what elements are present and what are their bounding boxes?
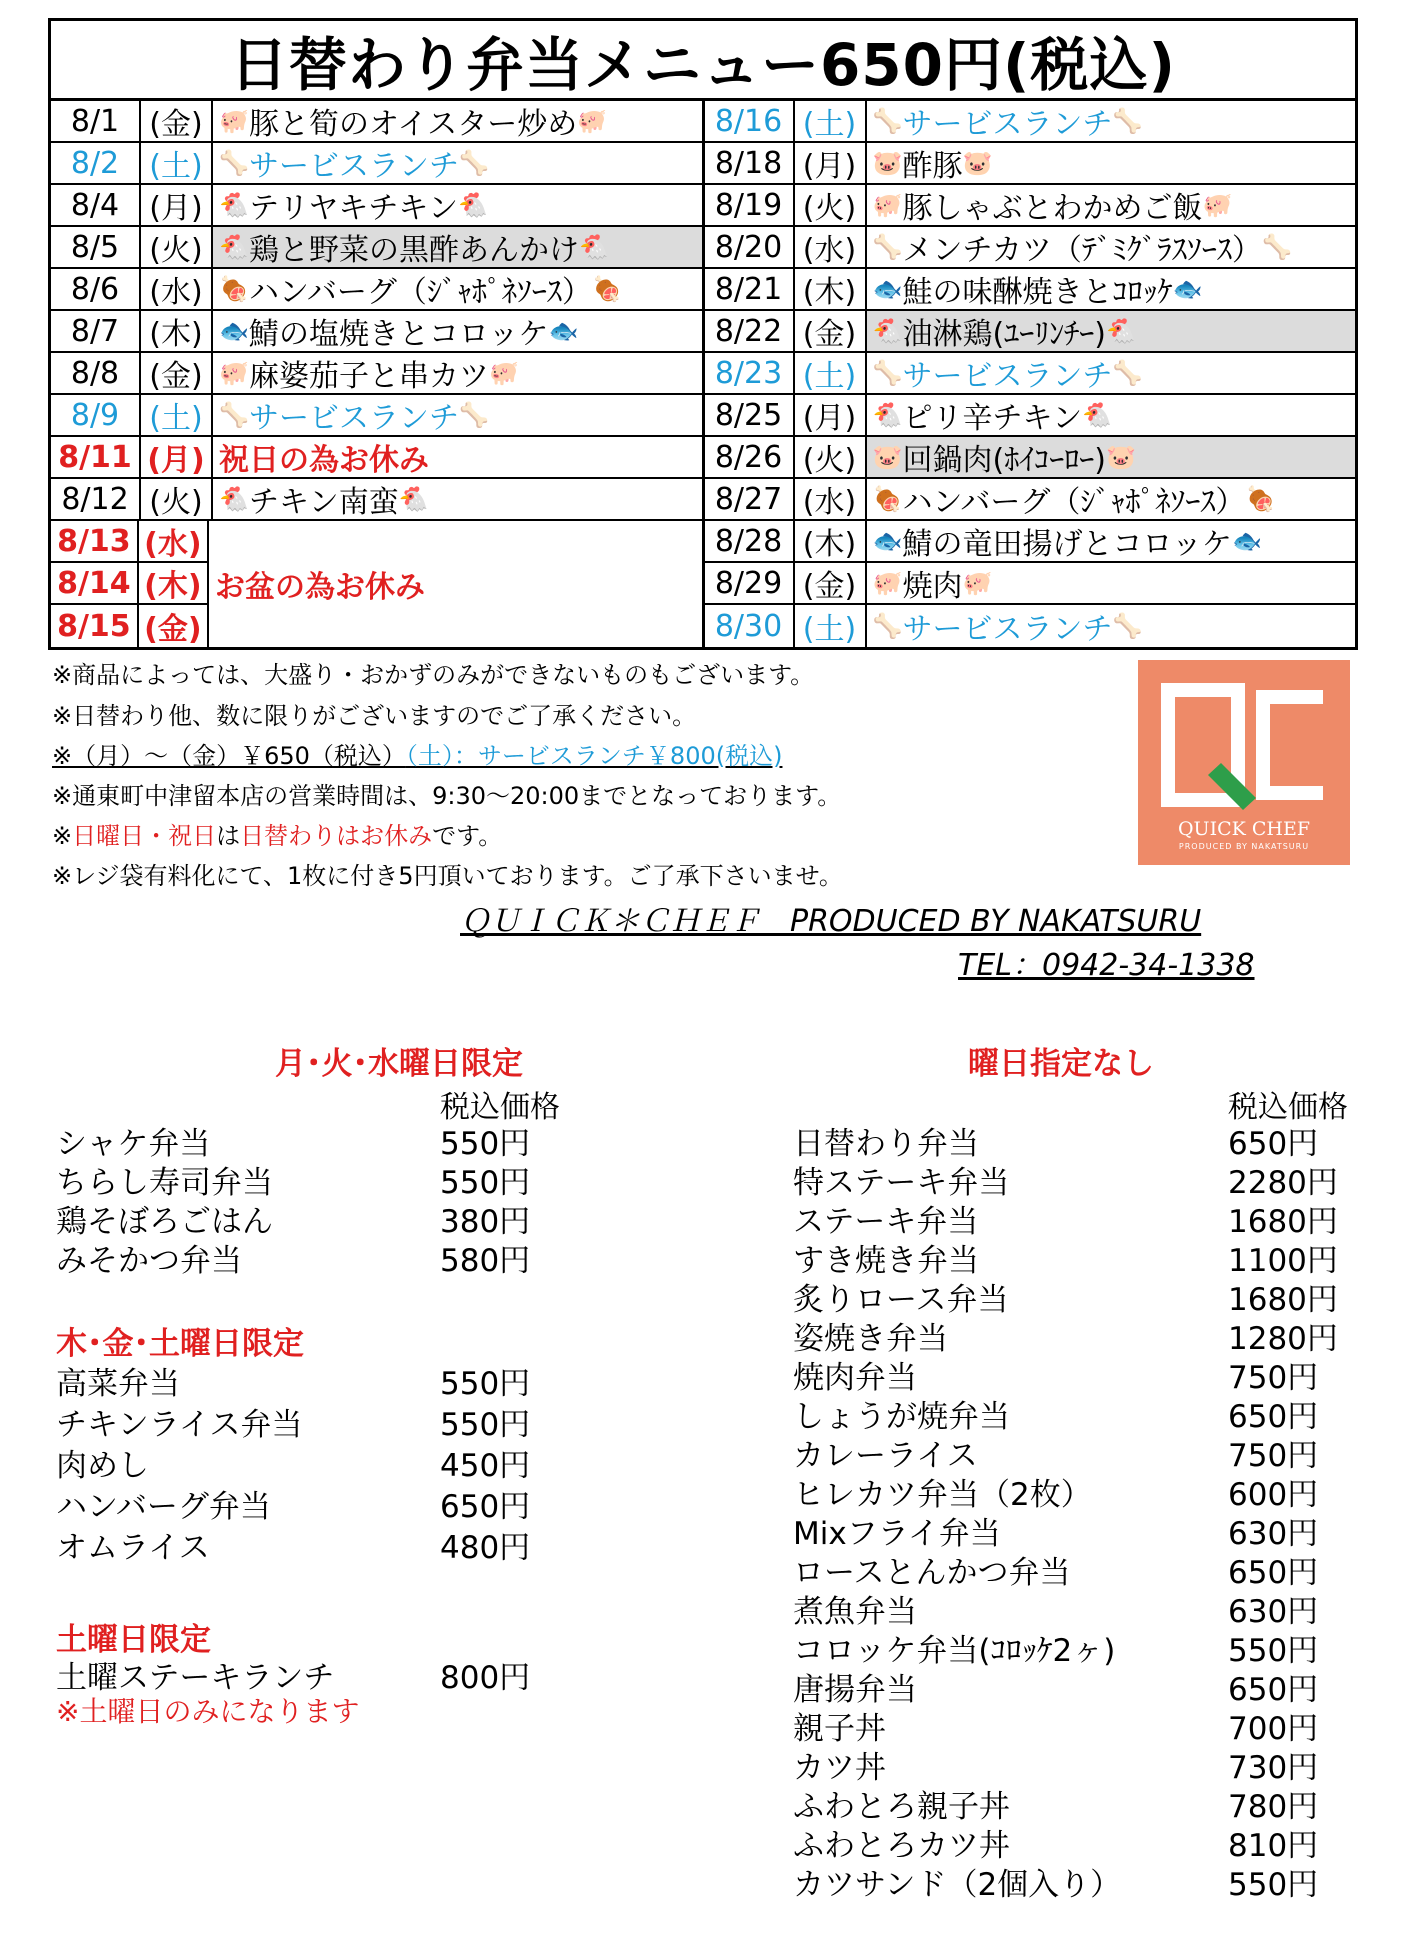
right-row: [705, 563, 1356, 605]
weekday-cell: (火): [795, 185, 867, 225]
date-cell: 8/20: [705, 227, 795, 267]
any-day-title: 曜日指定なし: [968, 1046, 1154, 1082]
note-5: [52, 816, 502, 851]
menu-item-name: すき焼き弁当: [793, 1243, 979, 1279]
menu-item-name: チキンライス弁当: [56, 1407, 303, 1443]
bone-icon: 🦴: [872, 612, 903, 640]
mon-wed-title: 月･火･水曜日限定: [275, 1046, 523, 1082]
menu-item-name: ちらし寿司弁当: [56, 1165, 273, 1201]
note-5-days: 日曜日・祝日: [72, 822, 217, 850]
date-cell: 8/4: [51, 185, 141, 225]
menu-item-price: 1100円: [1228, 1243, 1338, 1279]
dish-name: サービスランチ: [902, 107, 1113, 141]
note-5-particle: は: [216, 822, 241, 850]
menu-item-price: 730円: [1228, 1750, 1319, 1786]
note-4: ※通東町中津留本店の営業時間は、9:30～20:00までとなっております。: [52, 782, 842, 810]
menu-item-price: 2280円: [1228, 1165, 1338, 1201]
date-cell: 8/8: [51, 353, 141, 393]
dish-name: 鮭の味醂焼きとｺﾛｯｹ: [902, 275, 1173, 309]
menu-item-name: Mixフライ弁当: [793, 1516, 1001, 1552]
dish-cell: [867, 521, 1356, 561]
left-row: [51, 353, 702, 395]
dish-name: サービスランチ: [249, 401, 459, 435]
menu-item-name: オムライス: [56, 1530, 210, 1566]
menu-item-name: シャケ弁当: [56, 1126, 211, 1162]
fish-icon: 🐟: [1231, 527, 1262, 555]
dish-name: サービスランチ: [902, 359, 1113, 393]
menu-item-name: しょうが焼弁当: [793, 1399, 1010, 1435]
dish-name: 豚しゃぶとわかめご飯: [902, 191, 1203, 225]
weekday-cell: (金): [141, 353, 213, 393]
left-row: [51, 437, 702, 479]
date-cell: 8/7: [51, 311, 141, 351]
daily-menu-table: [48, 18, 1358, 650]
chicken-icon: 🐔: [458, 191, 489, 219]
dish-name: 鯖の塩焼きとコロッケ: [249, 317, 549, 351]
thu-sat-title: 木･金･土曜日限定: [56, 1326, 304, 1362]
note-5-mark: ※: [52, 822, 73, 850]
note-1: ※商品によっては、大盛り・おかずのみができないものもございます。: [52, 661, 815, 689]
right-row: [705, 101, 1356, 143]
menu-item-price: 750円: [1228, 1360, 1319, 1396]
note-3-saturday-price: （土）：サービスランチ￥800(税込): [405, 742, 783, 770]
menu-item-price: 550円: [440, 1165, 531, 1201]
date-cell: 8/6: [51, 269, 141, 309]
weekday-cell: (木): [795, 521, 867, 561]
dish-cell: [867, 227, 1356, 267]
menu-item-price: 650円: [1228, 1126, 1319, 1162]
logo-name: QUICK CHEF: [1177, 818, 1311, 840]
dish-cell: [867, 437, 1356, 477]
note-3-weekday-price: ※（月）～（金）￥650（税込）: [52, 742, 406, 770]
pig-icon: 🐖: [577, 107, 608, 135]
dish-cell: [213, 353, 702, 393]
dish-name: テリヤキチキン: [249, 191, 459, 225]
dish-name: ハンバーグ（ｼﾞｬﾎﾟﾈｿｰｽ）: [902, 485, 1246, 519]
weekday-cell: (木): [141, 311, 213, 351]
dish-name: ハンバーグ（ｼﾞｬﾎﾟﾈｿｰｽ）: [249, 275, 592, 309]
pig-icon: 🐖: [219, 107, 249, 135]
bone-icon: 🦴: [872, 107, 903, 135]
dish-cell: [867, 479, 1356, 519]
pig-face-icon: 🐷: [872, 149, 903, 177]
dish-cell: [867, 101, 1356, 141]
right-row: [705, 269, 1356, 311]
note-5-end: です。: [432, 822, 503, 850]
date-cell: 8/14: [51, 563, 139, 603]
right-row: [705, 185, 1356, 227]
pig-icon: 🐖: [872, 191, 903, 219]
dish-name: 焼肉: [902, 569, 963, 603]
dish-cell: [867, 311, 1356, 351]
chicken-icon: 🐔: [579, 233, 609, 261]
menu-item-name: 高菜弁当: [56, 1366, 180, 1402]
date-cell: 8/18: [705, 143, 795, 183]
date-cell: 8/27: [705, 479, 795, 519]
left-column: [51, 101, 705, 647]
chicken-icon: 🐔: [1105, 317, 1136, 345]
dish-cell: [867, 563, 1356, 603]
menu-item-name: カツ丼: [793, 1750, 886, 1786]
dish-name: サービスランチ: [249, 149, 459, 183]
menu-item-price: 800円: [440, 1660, 531, 1696]
menu-item-name: 親子丼: [793, 1711, 886, 1747]
left-row: [51, 521, 209, 563]
fish-icon: 🐟: [219, 317, 249, 345]
weekday-cell: (水): [795, 479, 867, 519]
left-row: [51, 563, 209, 605]
menu-item-name: カツサンド（2個入り）: [793, 1867, 1122, 1903]
menu-item-price: 550円: [440, 1407, 531, 1443]
dish-cell: [213, 311, 702, 351]
menu-item-name: 土曜ステーキランチ: [56, 1660, 335, 1696]
menu-item-name: みそかつ弁当: [56, 1243, 242, 1279]
note-5-closed: 日替わりはお休み: [240, 822, 433, 850]
chicken-icon: 🐔: [398, 485, 429, 513]
menu-item-price: 550円: [1228, 1633, 1319, 1669]
meat-icon: 🍖: [219, 275, 249, 303]
menu-item-price: 650円: [1228, 1555, 1319, 1591]
menu-title: 日替わり弁当メニュー650円(税込): [51, 21, 1355, 101]
left-row: [51, 395, 702, 437]
bone-icon: 🦴: [459, 401, 489, 429]
dish-cell: [867, 269, 1356, 309]
menu-item-price: 550円: [1228, 1867, 1319, 1903]
menu-item-price: 380円: [440, 1204, 531, 1240]
chicken-icon: 🐔: [872, 401, 903, 429]
fish-icon: 🐟: [872, 275, 903, 303]
quick-chef-logo: [1138, 660, 1350, 865]
date-cell: 8/15: [51, 605, 139, 647]
pig-icon: 🐖: [489, 359, 519, 387]
weekday-cell: (土): [795, 353, 867, 393]
date-cell: 8/13: [51, 521, 139, 561]
dish-name: 鶏と野菜の黒酢あんかけ: [249, 233, 579, 267]
right-row: [705, 143, 1356, 185]
dish-name: 鯖の竜田揚げとコロッケ: [902, 527, 1232, 561]
menu-item-price: 600円: [1228, 1477, 1319, 1513]
date-cell: 8/26: [705, 437, 795, 477]
dish-cell: [213, 143, 702, 183]
weekday-cell: (金): [141, 101, 213, 141]
left-row: [51, 311, 702, 353]
date-cell: 8/2: [51, 143, 141, 183]
menu-item-price: 650円: [1228, 1672, 1319, 1708]
chicken-icon: 🐔: [1082, 401, 1113, 429]
note-6: ※レジ袋有料化にて、1枚に付き5円頂いております。ご了承下さいませ。: [52, 862, 843, 890]
brand-line: ＱＵＩＣＫ＊ＣＨＥＦ PRODUCED BY NAKATSURU: [460, 904, 1202, 939]
bone-icon: 🦴: [219, 401, 249, 429]
weekday-cell: (水): [795, 227, 867, 267]
dish-name: 酢豚: [902, 149, 963, 183]
dish-cell: [213, 101, 702, 141]
menu-item-name: 特ステーキ弁当: [793, 1165, 1010, 1201]
sat-note: ※土曜日のみになります: [56, 1695, 360, 1728]
date-cell: 8/9: [51, 395, 141, 435]
right-column: [705, 101, 1356, 647]
dish-name: ピリ辛チキン: [902, 401, 1083, 435]
weekday-cell: (月): [141, 437, 213, 477]
telephone: TEL：0942-34-1338: [958, 948, 1255, 983]
chicken-icon: 🐔: [219, 191, 249, 219]
date-cell: 8/19: [705, 185, 795, 225]
mon-wed-price-head: 税込価格: [440, 1090, 560, 1125]
meat-icon: 🍖: [591, 275, 622, 303]
weekday-cell: (金): [795, 311, 867, 351]
dish-name: 油淋鶏(ﾕｰﾘﾝﾁｰ): [902, 317, 1106, 351]
chicken-icon: 🐔: [219, 485, 249, 513]
weekday-cell: (月): [141, 185, 213, 225]
dish-name: サービスランチ: [902, 612, 1113, 647]
right-row: [705, 437, 1356, 479]
left-row: [51, 185, 702, 227]
dish-cell: [213, 269, 702, 309]
right-row: [705, 227, 1356, 269]
weekday-cell: (土): [141, 395, 213, 435]
menu-item-price: 630円: [1228, 1594, 1319, 1630]
dish-name: メンチカツ（ﾃﾞﾐｸﾞﾗｽｿｰｽ）: [902, 233, 1262, 267]
logo-sub: PRODUCED BY NAKATSURU: [1178, 842, 1310, 851]
pig-icon: 🐖: [872, 569, 903, 597]
obon-closed-label: お盆の為お休み: [215, 570, 425, 605]
pig-face-icon: 🐷: [872, 443, 903, 471]
pig-face-icon: 🐷: [1105, 443, 1136, 471]
dish-cell: [867, 395, 1356, 435]
pig-icon: 🐖: [219, 359, 249, 387]
bone-icon: 🦴: [1112, 359, 1143, 387]
date-cell: 8/22: [705, 311, 795, 351]
dish-cell: [213, 227, 702, 267]
menu-item-name: カレーライス: [793, 1438, 978, 1474]
dish-name: 祝日の為お休み: [219, 443, 429, 477]
date-cell: 8/12: [51, 479, 141, 519]
date-cell: 8/23: [705, 353, 795, 393]
date-cell: 8/16: [705, 101, 795, 141]
weekday-cell: (水): [141, 269, 213, 309]
bone-icon: 🦴: [459, 149, 489, 177]
chicken-icon: 🐔: [872, 317, 903, 345]
left-row: [51, 227, 702, 269]
weekday-cell: (木): [795, 269, 867, 309]
menu-item-price: 580円: [440, 1243, 531, 1279]
menu-item-name: 焼肉弁当: [793, 1360, 917, 1396]
weekday-cell: (土): [795, 605, 867, 647]
menu-item-name: 肉めし: [56, 1448, 149, 1484]
right-row: [705, 479, 1356, 521]
weekday-cell: (火): [795, 437, 867, 477]
menu-item-price: 810円: [1228, 1828, 1319, 1864]
left-row: [51, 479, 702, 521]
menu-item-price: 780円: [1228, 1789, 1319, 1825]
dish-cell: [213, 479, 702, 519]
weekday-cell: (水): [139, 521, 209, 561]
bone-icon: 🦴: [1112, 107, 1143, 135]
menu-item-price: 450円: [440, 1448, 531, 1484]
date-cell: 8/21: [705, 269, 795, 309]
menu-item-name: ロースとんかつ弁当: [793, 1555, 1071, 1591]
dish-cell: [213, 185, 702, 225]
menu-item-name: 炙りロース弁当: [793, 1282, 1009, 1318]
bone-icon: 🦴: [1261, 233, 1292, 261]
weekday-cell: (土): [141, 143, 213, 183]
menu-item-name: 煮魚弁当: [793, 1594, 917, 1630]
dish-cell: [867, 143, 1356, 183]
menu-item-name: ふわとろ親子丼: [793, 1789, 1010, 1825]
weekday-cell: (金): [795, 563, 867, 603]
menu-item-price: 1280円: [1228, 1321, 1338, 1357]
right-row: [705, 353, 1356, 395]
dish-name: 回鍋肉(ﾎｲｺｰﾛｰ): [902, 443, 1106, 477]
date-cell: 8/1: [51, 101, 141, 141]
weekday-cell: (火): [141, 479, 213, 519]
dish-cell: [213, 395, 702, 435]
note-3: [52, 736, 782, 771]
left-row: [51, 605, 209, 647]
dish-cell: [867, 353, 1356, 393]
fish-icon: 🐟: [548, 317, 579, 345]
menu-item-name: コロッケ弁当(ｺﾛｯｹ2ヶ): [793, 1633, 1116, 1669]
left-row: [51, 101, 702, 143]
date-cell: 8/5: [51, 227, 141, 267]
menu-item-name: 姿焼き弁当: [793, 1321, 948, 1357]
bone-icon: 🦴: [872, 359, 903, 387]
menu-item-name: ハンバーグ弁当: [56, 1489, 271, 1525]
dish-name: チキン南蛮: [249, 485, 399, 519]
dish-name: 麻婆茄子と串カツ: [249, 359, 489, 393]
dish-cell: [213, 437, 702, 477]
weekday-cell: (土): [795, 101, 867, 141]
weekday-cell: (月): [795, 395, 867, 435]
right-row: [705, 395, 1356, 437]
date-cell: 8/30: [705, 605, 795, 647]
menu-item-name: ヒレカツ弁当（2枚）: [793, 1477, 1092, 1513]
menu-item-name: ふわとろカツ丼: [793, 1828, 1010, 1864]
right-row: [705, 521, 1356, 563]
menu-item-price: 480円: [440, 1530, 531, 1566]
right-row: [705, 605, 1356, 647]
obon-holiday-rows: [51, 521, 702, 647]
dish-cell: [867, 605, 1356, 647]
date-cell: 8/29: [705, 563, 795, 603]
menu-item-price: 650円: [1228, 1399, 1319, 1435]
fish-icon: 🐟: [1172, 275, 1203, 303]
any-day-price-head: 税込価格: [1228, 1090, 1348, 1125]
menu-item-name: ステーキ弁当: [793, 1204, 979, 1240]
menu-item-name: 日替わり弁当: [793, 1126, 979, 1162]
chicken-icon: 🐔: [219, 233, 249, 261]
pig-icon: 🐖: [1202, 191, 1233, 219]
meat-icon: 🍖: [872, 485, 903, 513]
weekday-cell: (月): [795, 143, 867, 183]
dish-cell: [867, 185, 1356, 225]
fish-icon: 🐟: [872, 527, 903, 555]
date-cell: 8/25: [705, 395, 795, 435]
note-2: ※日替わり他、数に限りがございますのでご了承ください。: [52, 702, 697, 730]
menu-item-price: 1680円: [1228, 1204, 1338, 1240]
date-cell: 8/11: [51, 437, 141, 477]
weekday-cell: (木): [139, 563, 209, 603]
weekday-cell: (金): [139, 605, 209, 647]
menu-item-price: 550円: [440, 1126, 531, 1162]
menu-item-price: 700円: [1228, 1711, 1319, 1747]
menu-item-name: 唐揚弁当: [793, 1672, 917, 1708]
menu-grid: [51, 101, 1355, 647]
right-row: [705, 311, 1356, 353]
weekday-cell: (火): [141, 227, 213, 267]
left-row: [51, 269, 702, 311]
meat-icon: 🍖: [1245, 485, 1276, 513]
obon-dates: [51, 521, 209, 647]
sat-title: 土曜日限定: [56, 1622, 211, 1658]
dish-name: 豚と筍のオイスター炒め: [249, 107, 578, 141]
menu-item-price: 1680円: [1228, 1282, 1338, 1318]
menu-item-price: 630円: [1228, 1516, 1319, 1552]
menu-item-price: 550円: [440, 1366, 531, 1402]
menu-item-price: 650円: [440, 1489, 531, 1525]
menu-item-name: 鶏そぼろごはん: [56, 1204, 273, 1240]
date-cell: 8/28: [705, 521, 795, 561]
left-row: [51, 143, 702, 185]
pig-icon: 🐖: [962, 569, 993, 597]
menu-item-price: 750円: [1228, 1438, 1319, 1474]
bone-icon: 🦴: [219, 149, 249, 177]
bone-icon: 🦴: [872, 233, 903, 261]
bone-icon: 🦴: [1112, 612, 1143, 640]
pig-face-icon: 🐷: [962, 149, 993, 177]
